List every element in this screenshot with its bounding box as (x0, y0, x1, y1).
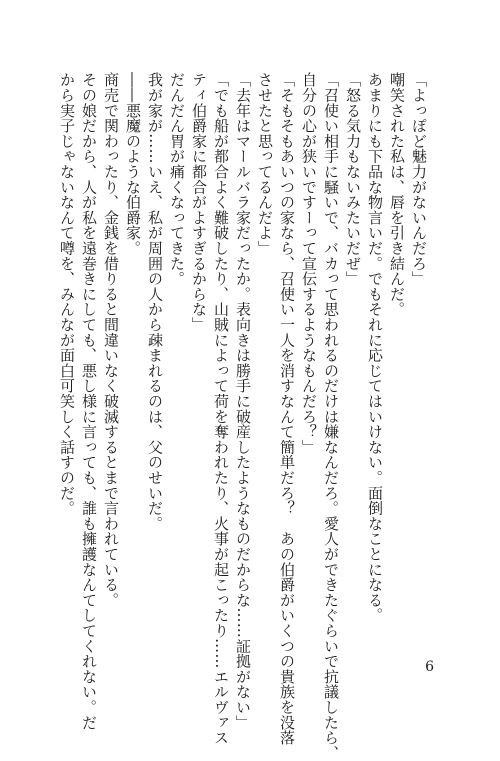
text-line-12: だんだん胃が痛くなってきた。 (168, 72, 186, 287)
text-line-6: 自分の心が狭いですーって宣伝するようなもんだろ？」 (300, 72, 318, 455)
text-line-3: あまりにも下品な物言いだ。でもそれに応じてはいけない。面倒なことになる。 (366, 72, 384, 623)
text-line-5: 「召使い相手に騒いで、バカって思われるのだけは嫌なんだろ。愛人ができたぐらいで抗議したら、 (322, 72, 340, 761)
text-line-7: 「そもそもあいつの家なら、召使い一人を消すなんて簡単だろ？ あの伯爵がいくつの貴族を没落 (278, 72, 296, 746)
text-line-17: から実子じゃないなんて噂を、みんなが面白可笑しく話すのだ。 (58, 72, 76, 516)
page-number: 6 (425, 659, 434, 675)
text-line-10: 「でも船が都合よく難破したり、山賊によって荷を奪われたり、火事が起こったり……エルヴァス (212, 72, 230, 746)
text-line-15: 商売で関わったり、金銭を借りると間違いなく破滅するとまで言われている。 (102, 72, 120, 608)
text-line-8: させたと思ってるんだよ」 (256, 72, 274, 256)
text-line-2: 嘲笑された私は、唇を引き結んだ。 (388, 72, 406, 317)
text-line-4: 「怒る気力もないみたいだぜ」 (344, 72, 362, 287)
text-line-9: 「去年はマールバラ家だったか。表向きは勝手に破産したようなものだからな……証拠がない」 (234, 72, 252, 730)
text-line-16: その娘だから、人が私を遠巻きにしても、悪し様に言っても、誰も擁護なんてしてくれない。だ (80, 72, 98, 730)
text-line-1: 「よっぽど魅力がないんだろ」 (410, 72, 428, 287)
text-line-13: 我が家が……いえ、私が周囲の人から疎まれるのは、父のせいだ。 (146, 72, 164, 531)
text-line-14: ――悪魔のような伯爵家。 (124, 72, 142, 256)
text-line-11: ティ伯爵家に都合がよすぎるからな」 (190, 72, 208, 333)
vertical-text-block (56, 72, 430, 761)
